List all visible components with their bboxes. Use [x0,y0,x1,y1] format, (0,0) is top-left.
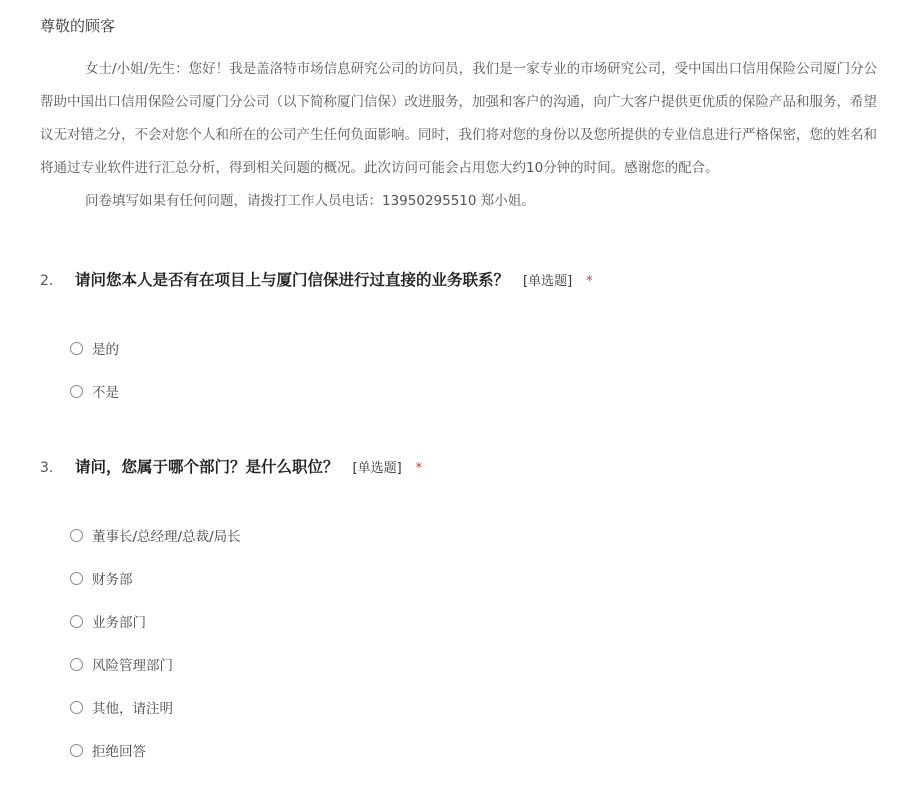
option-label[interactable]: 其他，请注明 [92,701,173,717]
option-label[interactable]: 业务部门 [92,615,146,631]
option-no[interactable] [70,380,119,402]
question-title: 请问您本人是否有在项目上与厦门信保进行过直接的业务联系？ [75,271,510,289]
intro-line-2: 帮助中国出口信用保险公司厦门分公司（以下简称厦门信保）改进服务，加强和客户的沟通，向广大客户提供更优质的保险产品和服务，希望 [40,94,877,110]
radio-button[interactable] [70,744,83,757]
option-yes[interactable] [70,337,119,359]
question-number: 2. [40,273,54,289]
intro-contact-line: 问卷填写如果有任何问题，请拨打工作人员电话：13950295510 郑小姐。 [85,193,535,209]
option-business[interactable] [70,610,146,632]
radio-button[interactable] [70,658,83,671]
option-label[interactable]: 不是 [92,385,119,401]
radio-button[interactable] [70,342,83,355]
required-marker: * [415,461,423,476]
option-label[interactable]: 是的 [92,342,119,358]
intro-line-4: 将通过专业软件进行汇总分析，得到相关问题的概况。此次访问可能会占用您大约10分钟的时间。感谢您的配合。 [40,160,719,176]
option-risk-management[interactable] [70,653,173,675]
option-label[interactable]: 风险管理部门 [92,658,173,674]
option-other[interactable] [70,696,173,718]
question-title: 请问，您属于哪个部门？是什么职位？ [75,458,339,476]
intro-line-3: 议无对错之分，不会对您个人和所在的公司产生任何负面影响。同时，我们将对您的身份以及您所提供的专业信息进行严格保密，您的姓名和 [40,127,877,143]
option-label[interactable]: 财务部 [92,572,133,588]
question-type-badge: [单选题] [523,274,573,289]
required-marker: * [586,274,593,289]
option-finance[interactable] [70,567,133,589]
option-label[interactable]: 拒绝回答 [92,744,146,760]
question-number: 3. [40,460,54,476]
option-refuse[interactable] [70,739,146,761]
question-3-header [40,455,422,477]
radio-button[interactable] [70,572,83,585]
option-label[interactable]: 董事长/总经理/总裁/局长 [92,529,241,545]
question-2-header [40,268,593,290]
intro-line-1: 女士/小姐/先生：您好！我是盖洛特市场信息研究公司的访问员，我们是一家专业的市场研究公司，受中国出口信用保险公司厦门分公 [85,61,878,77]
option-chairman-gm[interactable] [70,524,241,546]
intro-greeting: 尊敬的顾客 [40,17,116,35]
radio-button[interactable] [70,615,83,628]
question-type-badge: [单选题] [352,461,402,476]
radio-button[interactable] [70,701,83,714]
radio-button[interactable] [70,529,83,542]
radio-button[interactable] [70,385,83,398]
